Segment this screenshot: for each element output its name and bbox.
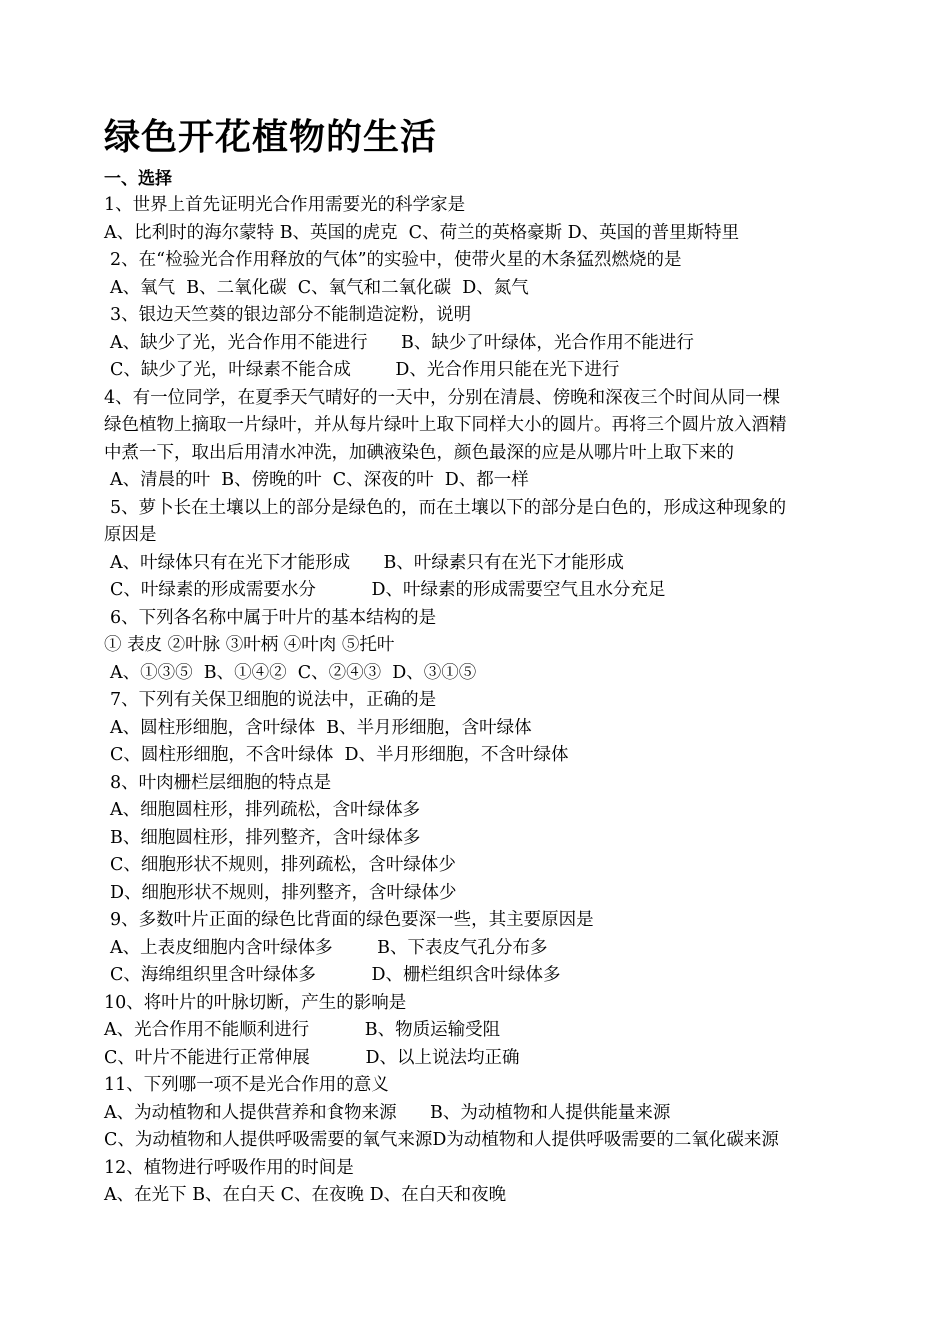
text-line: 9、多数叶片正面的绿色比背面的绿色要深一些，其主要原因是 [110,910,594,930]
text-line: A、圆柱形细胞，含叶绿体 B、半月形细胞，含叶绿体 [110,717,532,738]
document-title: 绿色开花植物的生活 [104,117,438,158]
text-line: 11、下列哪一项不是光合作用的意义 [104,1075,389,1095]
text-line: 中煮一下，取出后用清水冲洗，加碘液染色，颜色最深的应是从哪片叶上取下来的 [104,442,734,463]
text-line: 绿色植物上摘取一片绿叶，并从每片绿叶上取下同样大小的圆片。再将三个圆片放入酒精 [104,415,787,435]
text-line: C、圆柱形细胞，不含叶绿体 D、半月形细胞，不含叶绿体 [110,745,569,765]
text-line: 原因是 [104,525,157,545]
text-line: A、清晨的叶 B、傍晚的叶 C、深夜的叶 D、都一样 [110,470,529,490]
text-line: A、细胞圆柱形，排列疏松，含叶绿体多 [110,800,421,820]
text-line: C、缺少了光，叶绿素不能合成 D、光合作用只能在光下进行 [110,360,620,380]
text-line: A、为动植物和人提供营养和食物来源 B、为动植物和人提供能量来源 [104,1102,671,1123]
text-line: A、氧气 B、二氧化碳 C、氧气和二氧化碳 D、氮气 [110,277,529,298]
text-line: 5、萝卜长在土壤以上的部分是绿色的，而在土壤以下的部分是白色的，形成这种现象的 [110,497,787,518]
text-line: 12、植物进行呼吸作用的时间是 [104,1157,354,1178]
text-line: C、叶片不能进行正常伸展 D、以上说法均正确 [104,1047,520,1068]
text-line: 4、有一位同学，在夏季天气晴好的一天中，分别在清晨、傍晚和深夜三个时间从同一棵 [104,387,781,408]
text-line: C、海绵组织里含叶绿体多 D、栅栏组织含叶绿体多 [110,965,561,985]
text-line: A、叶绿体只有在光下才能形成 B、叶绿素只有在光下才能形成 [110,552,624,573]
text-line: 7、下列有关保卫细胞的说法中，正确的是 [110,690,437,710]
text-line: ① 表皮 ②叶脉 ③叶柄 ④叶肉 ⑤托叶 [104,635,395,655]
text-line: A、光合作用不能顺利进行 B、物质运输受阻 [104,1020,501,1040]
text-line: C、为动植物和人提供呼吸需要的氧气来源D为动植物和人提供呼吸需要的二氧化碳来源 [104,1130,779,1150]
text-line: B、细胞圆柱形，排列整齐，含叶绿体多 [110,827,421,848]
text-line: 6、下列各名称中属于叶片的基本结构的是 [110,607,437,628]
text-line: C、叶绿素的形成需要水分 D、叶绿素的形成需要空气且水分充足 [110,580,666,600]
text-line: 8、叶肉栅栏层细胞的特点是 [110,772,332,793]
text-line: C、细胞形状不规则，排列疏松，含叶绿体少 [110,855,456,875]
text-line: 10、将叶片的叶脉切断，产生的影响是 [104,992,407,1013]
text-line: 2、在“检验光合作用释放的气体”的实验中，使带火星的木条猛烈燃烧的是 [110,250,682,270]
text-line: A、比利时的海尔蒙特 B、英国的虎克 C、荷兰的英格豪斯 D、英国的普里斯特里 [104,222,740,243]
text-line: A、缺少了光，光合作用不能进行 B、缺少了叶绿体，光合作用不能进行 [110,332,694,353]
text-line: A、上表皮细胞内含叶绿体多 B、下表皮气孔分布多 [110,937,548,958]
text-line: A、在光下 B、在白天 C、在夜晚 D、在白天和夜晚 [104,1185,507,1205]
text-line: A、①③⑤ B、①④② C、②④③ D、③①⑤ [110,662,477,683]
section-heading: 一、选择 [104,169,172,189]
text-line: 1、世界上首先证明光合作用需要光的科学家是 [104,195,466,215]
text-line: 3、银边天竺葵的银边部分不能制造淀粉，说明 [110,305,472,325]
text-line: D、细胞形状不规则，排列整齐，含叶绿体少 [110,882,457,903]
